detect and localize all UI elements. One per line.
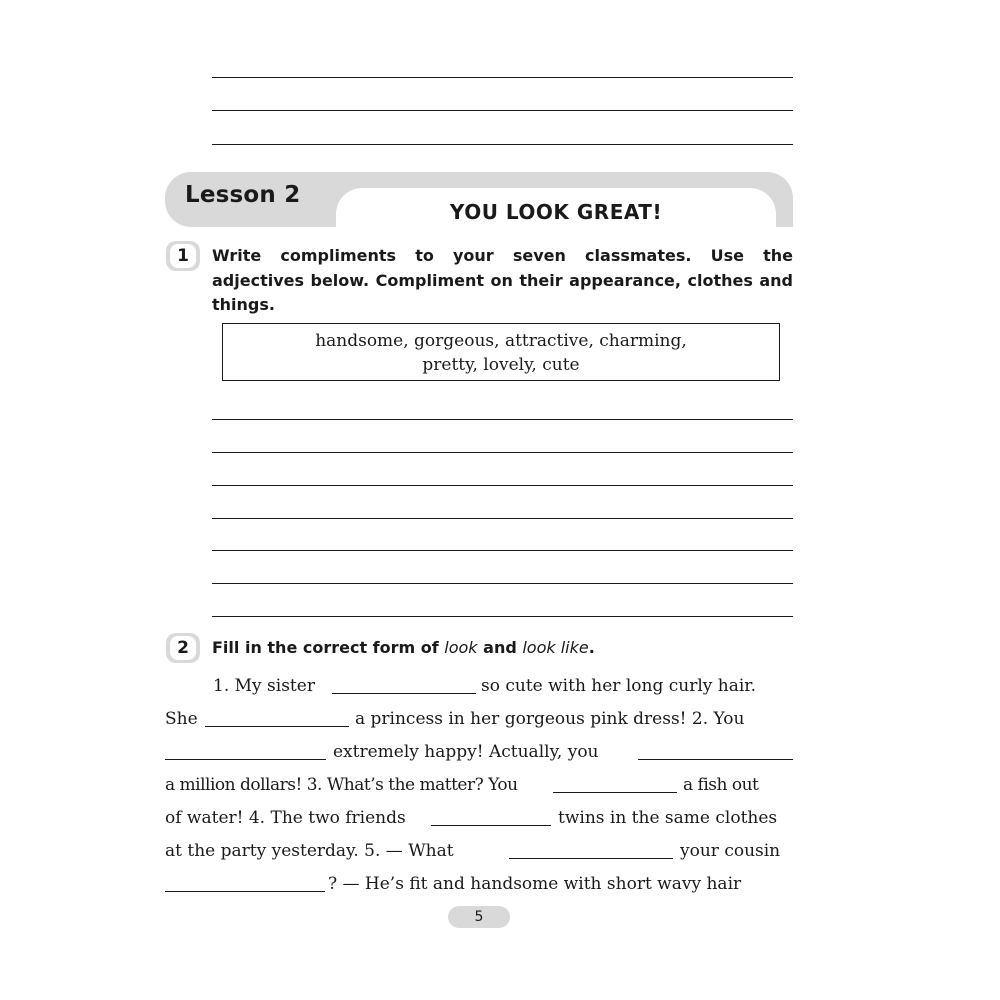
task-1-number-badge [166,241,200,271]
exercise-text: 1. My sister [213,676,315,696]
answer-line[interactable] [212,485,793,486]
instruction-text: . [588,638,595,657]
fill-in-blank[interactable] [332,693,476,694]
exercise-text: a princess in her gorgeous pink dress! 2. You [355,709,745,729]
fill-in-blank[interactable] [205,726,349,727]
instruction-term: look [444,638,478,657]
writing-line [212,144,793,145]
exercise-text: She [165,709,198,729]
fill-in-blank[interactable] [638,759,793,760]
fill-in-blank[interactable] [509,858,673,859]
task-1-number: 1 [170,244,196,268]
exercise-text: ? — He’s fit and handsome with short wavy hair [328,874,742,894]
answer-line[interactable] [212,518,793,519]
answer-line[interactable] [212,419,793,420]
exercise-text: a fish out [683,775,759,795]
exercise-text: your cousin [680,841,781,861]
word-box-line: pretty, lovely, cute [422,355,580,375]
fill-in-blank[interactable] [165,891,325,892]
exercise-line [165,740,793,773]
fill-in-blank[interactable] [431,825,551,826]
instruction-text: and [477,638,523,657]
exercise-text: at the party yesterday. 5. — What [165,841,454,861]
adjective-word-box [222,323,780,381]
exercise-text: extremely happy! Actually, you [333,742,599,762]
fill-in-blank[interactable] [165,759,326,760]
task-1-instruction: Write compliments to your seven classmates. Use the adjectives below. Compliment on their appearance, clothes and things. [212,246,793,314]
answer-line[interactable] [212,550,793,551]
task-2-number-badge [166,633,200,663]
instruction-term: look like [522,638,589,657]
answer-line[interactable] [212,452,793,453]
writing-line [212,77,793,78]
page-number: 5 [448,906,510,928]
task-2-number: 2 [170,636,196,660]
fill-in-blank[interactable] [553,792,677,793]
word-box-line: handsome, gorgeous, attractive, charming, [315,331,687,351]
exercise-line [165,674,793,707]
task-2-instruction [212,636,793,660]
answer-line[interactable] [212,583,793,584]
exercise-text: a million dollars! 3. What’s the matter? You [165,775,518,795]
lesson-title: YOU LOOK GREAT! [449,200,663,224]
exercise-line [165,839,793,872]
exercise-line [165,707,793,740]
exercise-line [165,806,793,839]
exercise-line [165,872,793,905]
lesson-label: Lesson 2 [185,182,301,208]
writing-line [212,110,793,111]
exercise-text: so cute with her long curly hair. [481,676,756,696]
exercise-text: twins in the same clothes [558,808,778,828]
instruction-text: Fill in the correct form of [212,638,445,657]
exercise-text: of water! 4. The two friends [165,808,406,828]
exercise-line [165,773,793,806]
answer-line[interactable] [212,616,793,617]
